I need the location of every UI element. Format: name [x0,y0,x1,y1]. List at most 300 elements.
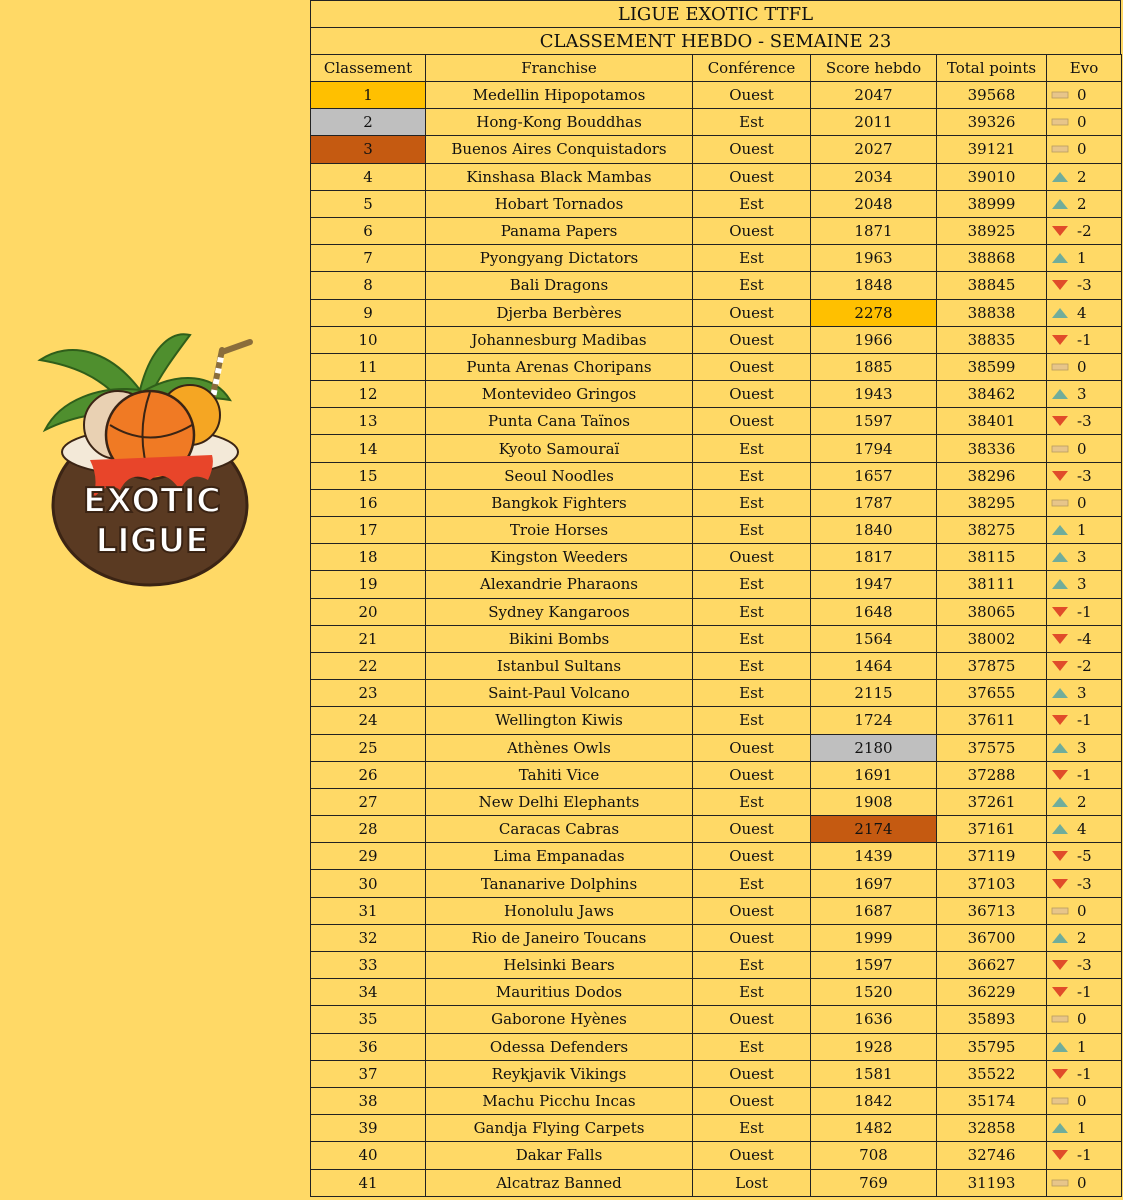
week-score-cell: 1999 [811,924,937,951]
trend-up-icon [1051,252,1069,264]
trend-flat-icon [1051,905,1069,917]
total-points-cell: 31193 [937,1169,1047,1196]
total-points-cell: 38065 [937,598,1047,625]
rank-cell: 21 [311,625,426,652]
trend-up-icon [1051,687,1069,699]
rank-cell: 4 [311,163,426,190]
table-row [311,245,1122,272]
conference-cell: Ouest [693,82,811,109]
evo-cell [1047,1060,1122,1087]
evo-value: 1 [1077,1119,1087,1138]
rank-cell: 17 [311,517,426,544]
team-cell: Wellington Kiwis [426,707,693,734]
trend-down-icon [1051,470,1069,482]
evo-value: -1 [1077,765,1092,784]
team-cell: Bangkok Fighters [426,489,693,516]
table-row [311,761,1122,788]
evo-value: 0 [1077,1092,1087,1111]
rank-cell: 12 [311,381,426,408]
evo-cell [1047,408,1122,435]
total-points-cell: 35522 [937,1060,1047,1087]
header-week-score: Score hebdo [811,55,937,82]
rank-cell: 30 [311,870,426,897]
conference-cell: Lost [693,1169,811,1196]
trend-up-icon [1051,578,1069,590]
evo-value: 0 [1077,1173,1087,1192]
conference-cell: Ouest [693,381,811,408]
evo-value: 1 [1077,249,1087,268]
trend-up-icon [1051,1122,1069,1134]
evo-cell [1047,82,1122,109]
header-conference: Conférence [693,55,811,82]
evo-cell [1047,381,1122,408]
team-cell: Helsinki Bears [426,952,693,979]
evo-cell [1047,816,1122,843]
trend-down-icon [1051,415,1069,427]
conference-cell: Est [693,870,811,897]
table-row [311,136,1122,163]
table-row [311,625,1122,652]
rank-cell: 5 [311,190,426,217]
evo-cell [1047,245,1122,272]
week-score-cell: 2034 [811,163,937,190]
evo-value: -2 [1077,657,1092,676]
trend-up-icon [1051,171,1069,183]
team-cell: Sydney Kangaroos [426,598,693,625]
conference-cell: Est [693,462,811,489]
trend-flat-icon [1051,1013,1069,1025]
table-body [311,82,1122,1197]
conference-cell: Est [693,489,811,516]
week-score-cell: 1697 [811,870,937,897]
week-score-cell: 1597 [811,952,937,979]
week-score-cell: 1787 [811,489,937,516]
total-points-cell: 37119 [937,843,1047,870]
trend-down-icon [1051,850,1069,862]
table-row [311,897,1122,924]
standings-board [310,0,1121,1198]
evo-cell [1047,680,1122,707]
total-points-cell: 38401 [937,408,1047,435]
table-row [311,843,1122,870]
week-score-cell: 1482 [811,1115,937,1142]
total-points-cell: 36713 [937,897,1047,924]
evo-value: -5 [1077,847,1092,866]
evo-value: 2 [1077,928,1087,947]
evo-value: -1 [1077,1064,1092,1083]
total-points-cell: 39568 [937,82,1047,109]
rank-cell: 24 [311,707,426,734]
evo-cell [1047,571,1122,598]
rank-cell: 39 [311,1115,426,1142]
week-score-cell: 1464 [811,652,937,679]
table-row [311,1087,1122,1114]
trend-up-icon [1051,742,1069,754]
trend-up-icon [1051,823,1069,835]
total-points-cell: 36229 [937,979,1047,1006]
total-points-cell: 38336 [937,435,1047,462]
week-score-cell: 1648 [811,598,937,625]
conference-cell: Est [693,788,811,815]
rank-cell: 15 [311,462,426,489]
total-points-cell: 38111 [937,571,1047,598]
rank-cell: 18 [311,544,426,571]
rank-cell: 8 [311,272,426,299]
evo-cell [1047,136,1122,163]
evo-value: 4 [1077,820,1087,839]
trend-flat-icon [1051,443,1069,455]
conference-cell: Est [693,598,811,625]
trend-flat-icon [1051,89,1069,101]
evo-value: -3 [1077,874,1092,893]
team-cell: Kinshasa Black Mambas [426,163,693,190]
evo-cell [1047,299,1122,326]
team-cell: Djerba Berbères [426,299,693,326]
total-points-cell: 38999 [937,190,1047,217]
rank-cell: 38 [311,1087,426,1114]
total-points-cell: 38835 [937,326,1047,353]
table-row [311,680,1122,707]
week-score-cell: 1597 [811,408,937,435]
total-points-cell: 37655 [937,680,1047,707]
evo-cell [1047,489,1122,516]
rank-cell: 28 [311,816,426,843]
evo-cell [1047,707,1122,734]
trend-down-icon [1051,1149,1069,1161]
week-score-cell: 2048 [811,190,937,217]
rank-cell: 16 [311,489,426,516]
evo-value: 3 [1077,575,1087,594]
total-points-cell: 38295 [937,489,1047,516]
total-points-cell: 35174 [937,1087,1047,1114]
week-score-cell: 708 [811,1142,937,1169]
evo-value: 0 [1077,493,1087,512]
evo-cell [1047,217,1122,244]
evo-cell [1047,462,1122,489]
total-points-cell: 35893 [937,1006,1047,1033]
rank-cell: 35 [311,1006,426,1033]
week-score-cell: 2047 [811,82,937,109]
week-score-cell: 2027 [811,136,937,163]
total-points-cell: 38838 [937,299,1047,326]
team-cell: Honolulu Jaws [426,897,693,924]
week-score-cell: 1687 [811,897,937,924]
trend-flat-icon [1051,116,1069,128]
evo-value: 1 [1077,1037,1087,1056]
conference-cell: Ouest [693,408,811,435]
evo-cell [1047,1142,1122,1169]
table-row [311,816,1122,843]
table-row [311,462,1122,489]
conference-cell: Est [693,435,811,462]
trend-up-icon [1051,796,1069,808]
total-points-cell: 37875 [937,652,1047,679]
conference-cell: Ouest [693,136,811,163]
table-row [311,163,1122,190]
logo-line2: LIGUE [95,521,209,561]
evo-cell [1047,435,1122,462]
conference-cell: Ouest [693,843,811,870]
table-row [311,788,1122,815]
week-score-cell: 1794 [811,435,937,462]
evo-cell [1047,843,1122,870]
trend-down-icon [1051,606,1069,618]
team-cell: Bikini Bombs [426,625,693,652]
total-points-cell: 38275 [937,517,1047,544]
table-row [311,82,1122,109]
team-cell: Punta Arenas Choripans [426,353,693,380]
conference-cell: Ouest [693,897,811,924]
week-score-cell: 1691 [811,761,937,788]
evo-cell [1047,163,1122,190]
evo-cell [1047,190,1122,217]
evo-value: 1 [1077,521,1087,540]
rank-cell: 23 [311,680,426,707]
total-points-cell: 37161 [937,816,1047,843]
rank-cell: 40 [311,1142,426,1169]
rank-cell: 26 [311,761,426,788]
evo-value: 2 [1077,792,1087,811]
evo-cell [1047,897,1122,924]
table-row [311,598,1122,625]
evo-value: -1 [1077,711,1092,730]
evo-cell [1047,109,1122,136]
team-cell: Tahiti Vice [426,761,693,788]
total-points-cell: 38462 [937,381,1047,408]
week-score-cell: 1840 [811,517,937,544]
total-points-cell: 38002 [937,625,1047,652]
trend-up-icon [1051,524,1069,536]
team-cell: Alcatraz Banned [426,1169,693,1196]
evo-value: 2 [1077,194,1087,213]
trend-up-icon [1051,932,1069,944]
week-score-cell: 769 [811,1169,937,1196]
trend-flat-icon [1051,1095,1069,1107]
week-score-cell: 1966 [811,326,937,353]
trend-down-icon [1051,1068,1069,1080]
week-score-cell: 1871 [811,217,937,244]
rank-cell: 10 [311,326,426,353]
trend-flat-icon [1051,361,1069,373]
conference-cell: Est [693,1033,811,1060]
conference-cell: Ouest [693,217,811,244]
trend-down-icon [1051,986,1069,998]
conference-cell: Est [693,190,811,217]
table-row [311,381,1122,408]
table-row [311,190,1122,217]
team-cell: Odessa Defenders [426,1033,693,1060]
table-row [311,924,1122,951]
rank-cell: 20 [311,598,426,625]
team-cell: Johannesburg Madibas [426,326,693,353]
conference-cell: Est [693,517,811,544]
conference-cell: Ouest [693,353,811,380]
rank-cell: 6 [311,217,426,244]
week-score-cell: 1520 [811,979,937,1006]
week-score-cell: 1636 [811,1006,937,1033]
team-cell: Hong-Kong Bouddhas [426,109,693,136]
evo-value: 0 [1077,901,1087,920]
evo-cell [1047,734,1122,761]
trend-down-icon [1051,633,1069,645]
conference-cell: Ouest [693,326,811,353]
week-score-cell: 2011 [811,109,937,136]
evo-value: 3 [1077,684,1087,703]
rank-cell: 37 [311,1060,426,1087]
conference-cell: Ouest [693,1006,811,1033]
trend-up-icon [1051,307,1069,319]
table-row [311,952,1122,979]
week-score-cell: 1848 [811,272,937,299]
evo-value: -3 [1077,412,1092,431]
conference-cell: Est [693,979,811,1006]
evo-cell [1047,652,1122,679]
trend-down-icon [1051,334,1069,346]
evo-cell [1047,870,1122,897]
trend-down-icon [1051,714,1069,726]
table-row [311,109,1122,136]
team-cell: Dakar Falls [426,1142,693,1169]
rank-cell: 13 [311,408,426,435]
total-points-cell: 39010 [937,163,1047,190]
trend-up-icon [1051,388,1069,400]
rank-cell: 7 [311,245,426,272]
table-row [311,272,1122,299]
header-team: Franchise [426,55,693,82]
team-cell: Saint-Paul Volcano [426,680,693,707]
team-cell: Seoul Noodles [426,462,693,489]
team-cell: Gandja Flying Carpets [426,1115,693,1142]
week-score-cell: 1817 [811,544,937,571]
team-cell: Pyongyang Dictators [426,245,693,272]
total-points-cell: 38296 [937,462,1047,489]
evo-value: -2 [1077,222,1092,241]
conference-cell: Ouest [693,299,811,326]
conference-cell: Ouest [693,1087,811,1114]
week-score-cell: 1885 [811,353,937,380]
rank-cell: 3 [311,136,426,163]
total-points-cell: 38925 [937,217,1047,244]
evo-value: -1 [1077,1146,1092,1165]
table-row [311,353,1122,380]
total-points-cell: 37575 [937,734,1047,761]
team-cell: Caracas Cabras [426,816,693,843]
trend-up-icon [1051,198,1069,210]
team-cell: Bali Dragons [426,272,693,299]
trend-flat-icon [1051,497,1069,509]
trend-up-icon [1051,1041,1069,1053]
total-points-cell: 36627 [937,952,1047,979]
evo-value: -3 [1077,276,1092,295]
conference-cell: Est [693,952,811,979]
total-points-cell: 37103 [937,870,1047,897]
week-score-cell: 1581 [811,1060,937,1087]
total-points-cell: 39326 [937,109,1047,136]
evo-cell [1047,761,1122,788]
week-score-cell: 2278 [811,299,937,326]
evo-value: 0 [1077,86,1087,105]
team-cell: New Delhi Elephants [426,788,693,815]
rank-cell: 19 [311,571,426,598]
team-cell: Gaborone Hyènes [426,1006,693,1033]
team-cell: Kingston Weeders [426,544,693,571]
conference-cell: Ouest [693,544,811,571]
table-row [311,217,1122,244]
evo-cell [1047,979,1122,1006]
rank-cell: 41 [311,1169,426,1196]
rank-cell: 14 [311,435,426,462]
team-cell: Istanbul Sultans [426,652,693,679]
team-cell: Lima Empanadas [426,843,693,870]
week-score-cell: 1564 [811,625,937,652]
table-row [311,544,1122,571]
trend-flat-icon [1051,143,1069,155]
evo-cell [1047,598,1122,625]
rank-cell: 25 [311,734,426,761]
evo-value: 4 [1077,303,1087,322]
conference-cell: Ouest [693,816,811,843]
evo-cell [1047,1087,1122,1114]
week-score-cell: 1963 [811,245,937,272]
evo-value: 0 [1077,140,1087,159]
team-cell: Buenos Aires Conquistadors [426,136,693,163]
standings-table [310,54,1122,1197]
week-score-cell: 1842 [811,1087,937,1114]
trend-down-icon [1051,279,1069,291]
conference-cell: Est [693,707,811,734]
evo-value: 0 [1077,357,1087,376]
total-points-cell: 37288 [937,761,1047,788]
evo-cell [1047,272,1122,299]
rank-cell: 32 [311,924,426,951]
rank-cell: 27 [311,788,426,815]
logo-line1: EXOTIC [83,481,221,521]
table-row [311,1115,1122,1142]
week-score-cell: 2115 [811,680,937,707]
table-row [311,299,1122,326]
team-cell: Troie Horses [426,517,693,544]
evo-value: 2 [1077,167,1087,186]
conference-cell: Est [693,109,811,136]
rank-cell: 22 [311,652,426,679]
conference-cell: Est [693,1115,811,1142]
total-points-cell: 37611 [937,707,1047,734]
table-row [311,435,1122,462]
conference-cell: Ouest [693,163,811,190]
team-cell: Reykjavik Vikings [426,1060,693,1087]
trend-down-icon [1051,225,1069,237]
rank-cell: 34 [311,979,426,1006]
rank-cell: 31 [311,897,426,924]
team-cell: Punta Cana Taïnos [426,408,693,435]
total-points-cell: 32858 [937,1115,1047,1142]
team-cell: Athènes Owls [426,734,693,761]
team-cell: Kyoto Samouraï [426,435,693,462]
team-cell: Medellin Hipopotamos [426,82,693,109]
table-row [311,1006,1122,1033]
total-points-cell: 36700 [937,924,1047,951]
evo-cell [1047,952,1122,979]
conference-cell: Est [693,272,811,299]
evo-cell [1047,353,1122,380]
team-cell: Panama Papers [426,217,693,244]
header-evo: Evo [1047,55,1122,82]
team-cell: Hobart Tornados [426,190,693,217]
table-row [311,1060,1122,1087]
table-header-row [311,55,1122,82]
table-row [311,707,1122,734]
rank-cell: 1 [311,82,426,109]
